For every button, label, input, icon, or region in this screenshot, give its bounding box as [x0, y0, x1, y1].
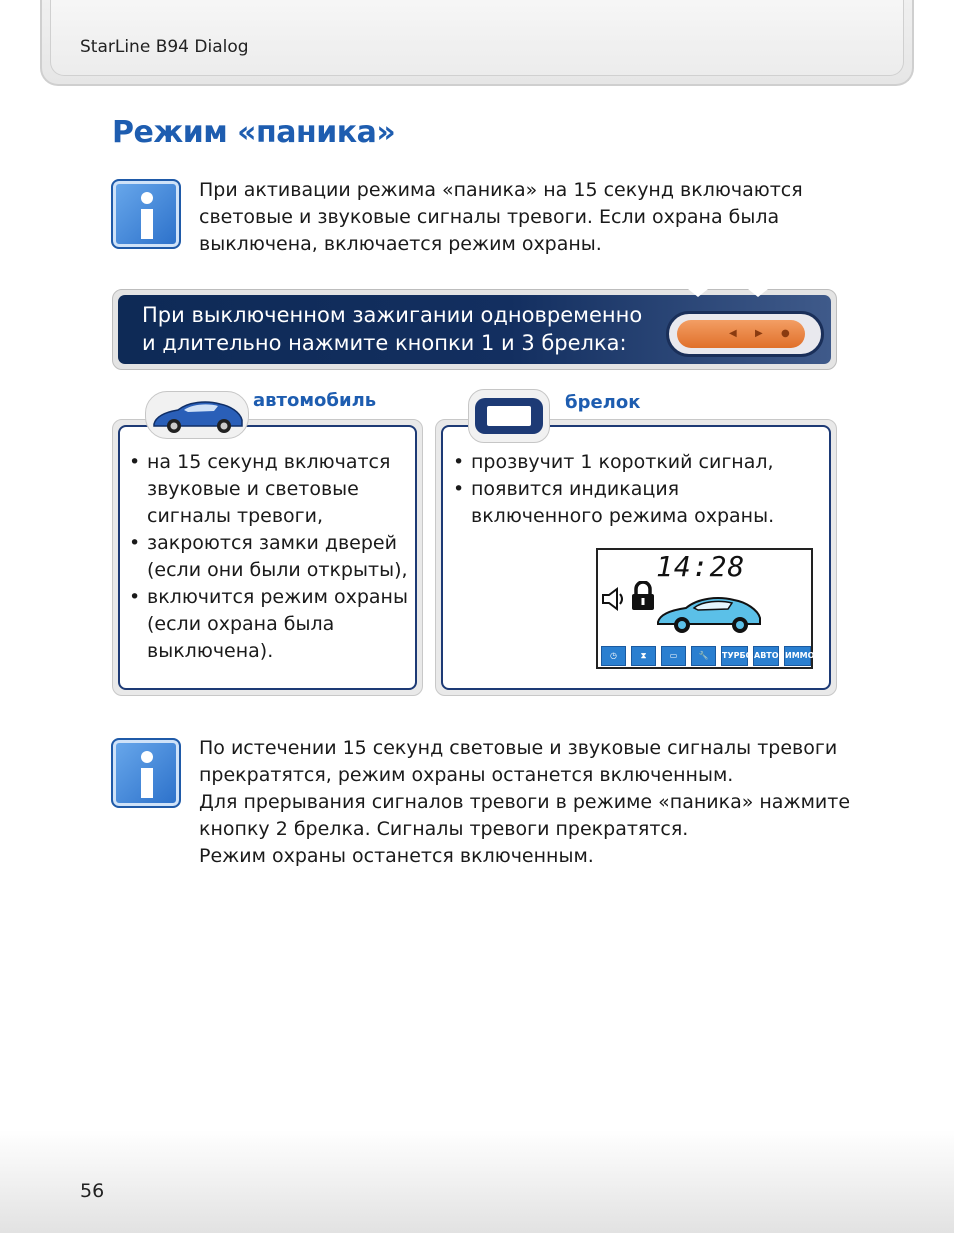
list-item-line: (если охрана была	[147, 613, 335, 635]
instruction-bar-inner	[118, 295, 831, 364]
lock-icon	[629, 581, 657, 611]
auto-indicator: АВТО	[753, 646, 779, 666]
info-line: световые и звуковые сигналы тревоги. Если охрана была	[199, 206, 780, 228]
button-1-arrow-icon	[688, 289, 708, 297]
fob-button-right-icon: ▶	[755, 328, 763, 339]
list-item	[129, 449, 408, 530]
info-text-1	[199, 177, 803, 258]
info-line: прекратятся, режим охраны останется включенным.	[199, 764, 734, 786]
info-line: выключена, включается режим охраны.	[199, 233, 602, 255]
info-icon	[111, 179, 181, 249]
wrench-icon: 🔧	[691, 646, 716, 666]
page-title: Режим «паника»	[112, 115, 396, 150]
list-item-line: включенного режима охраны.	[471, 505, 775, 527]
page-number: 56	[80, 1180, 105, 1202]
key-fob-icon	[666, 311, 824, 357]
button-3-arrow-icon	[748, 289, 768, 297]
siren-icon	[601, 586, 627, 612]
list-item-line: сигналы тревоги,	[147, 505, 324, 527]
info-icon	[111, 738, 181, 808]
info-line: Режим охраны останется включенным.	[199, 845, 594, 867]
fob-panel-label: брелок	[565, 392, 641, 413]
car-badge	[145, 391, 249, 439]
fob-effects-list	[453, 449, 774, 530]
instruction-line: При выключенном зажигании одновременно	[142, 303, 643, 327]
info-text-2	[199, 735, 850, 870]
list-item-line: выключена).	[147, 640, 274, 662]
lcd-time: 14:28	[656, 550, 746, 583]
list-item-line: • появится индикация	[471, 478, 680, 500]
fob-button-dot-icon: ●	[781, 328, 790, 339]
list-item	[453, 449, 774, 476]
info-line: По истечении 15 секунд световые и звуковые сигналы тревоги	[199, 737, 838, 759]
list-item	[453, 476, 774, 530]
clock-icon: ◷	[601, 646, 626, 666]
thermometer-icon: ▭	[661, 646, 686, 666]
info-line: кнопку 2 брелка. Сигналы тревоги прекратятся.	[199, 818, 689, 840]
car-icon	[148, 394, 248, 438]
list-item-line: • на 15 секунд включатся	[147, 451, 391, 473]
fob-lcd-display	[596, 548, 813, 669]
immo-indicator: ИММО	[784, 646, 811, 666]
list-item-line: • закроются замки дверей	[147, 532, 397, 554]
list-item-line: звуковые и световые	[147, 478, 359, 500]
instruction-bar	[112, 289, 837, 370]
info-line: При активации режима «паника» на 15 секунд включаются	[199, 179, 803, 201]
turbo-indicator: ТУРБО	[721, 646, 748, 666]
fob-badge	[468, 389, 550, 443]
key-fob-buttons	[677, 320, 805, 348]
car-panel-label: автомобиль	[253, 390, 377, 411]
list-item-line: • прозвучит 1 короткий сигнал,	[471, 451, 774, 473]
hourglass-icon: ⧗	[631, 646, 656, 666]
car-effects-list	[129, 449, 408, 665]
fob-button-left-icon: ◀	[729, 328, 737, 339]
car-icon	[654, 586, 766, 638]
fob-screen-icon	[475, 398, 543, 434]
header-title: StarLine B94 Dialog	[80, 37, 249, 57]
list-item	[129, 584, 408, 665]
info-line: Для прерывания сигналов тревоги в режиме «паника» нажмите	[199, 791, 851, 813]
footer-shade	[0, 1130, 954, 1233]
list-item-line: • включится режим охраны	[147, 586, 408, 608]
instruction-line: и длительно нажмите кнопки 1 и 3 брелка:	[142, 331, 627, 355]
list-item	[129, 530, 408, 584]
list-item-line: (если они были открыты),	[147, 559, 408, 581]
